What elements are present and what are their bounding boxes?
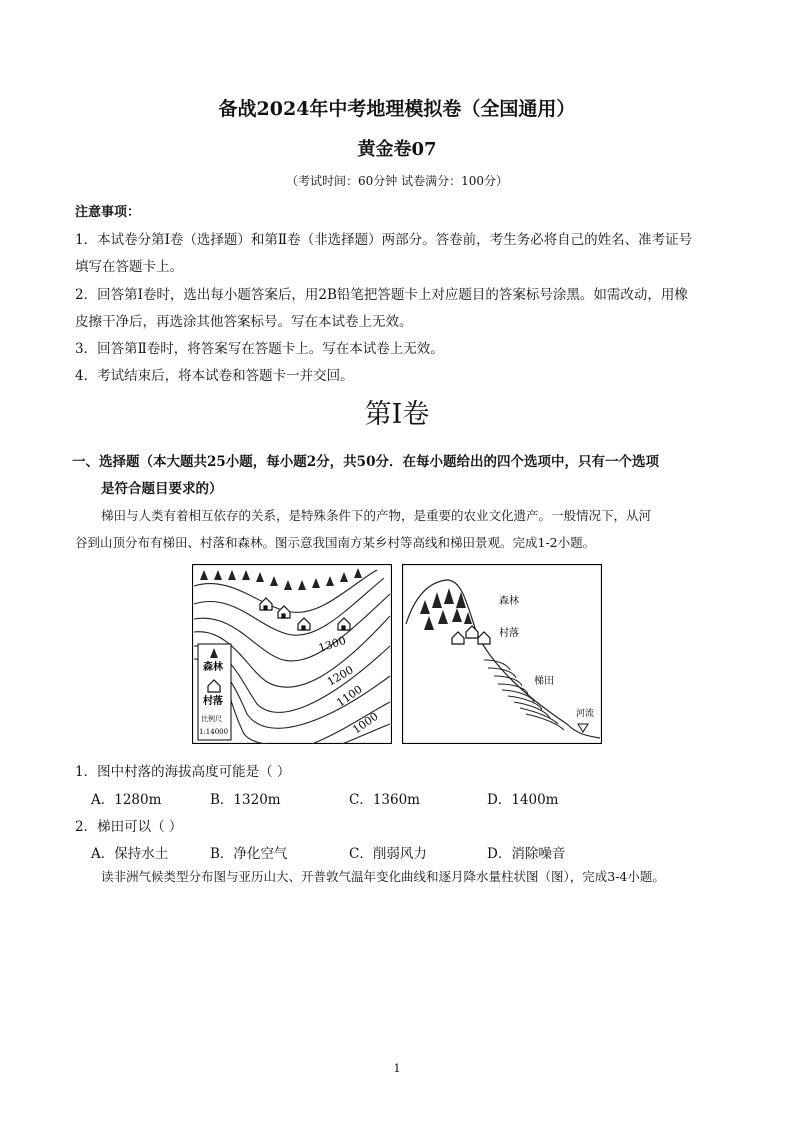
notice-heading: 注意事项：	[75, 205, 141, 220]
contour-label: 1300	[316, 633, 348, 655]
legend-forest-label: 森林	[203, 662, 223, 673]
q2-option-d[interactable]: D．消除噪音	[487, 846, 566, 862]
notice-line: 填写在答题卡上。	[75, 259, 183, 275]
contour-map-figure	[192, 564, 392, 744]
exam-info: （考试时间：60分钟 试卷满分：100分）	[286, 174, 508, 188]
contour-label: 1200	[325, 663, 356, 689]
notice-line: 3．回答第Ⅱ卷时，将答案写在答题卡上。写在本试卷上无效。	[75, 341, 444, 357]
q1-option-d[interactable]: D．1400m	[487, 792, 559, 808]
notice-line: 皮擦干净后，再选涂其他答案标号。写在本试卷上无效。	[75, 314, 413, 330]
notice-line: 1．本试卷分第Ⅰ卷（选择题）和第Ⅱ卷（非选择题）两部分。答卷前，考生务必将自己的姓名、准考证号	[75, 232, 693, 248]
q1-option-b[interactable]: B．1320m	[210, 792, 281, 808]
river-label: 河流	[576, 709, 595, 719]
q2-option-b[interactable]: B．净化空气	[210, 846, 288, 862]
intro-line: 谷到山顶分布有梯田、村落和森林。图示意我国南方某乡村等高线和梯田景观。完成1-2小题。	[75, 535, 596, 550]
intro-line: 梯田与人类有着相互依存的关系，是特殊条件下的产物，是重要的农业文化遗产。一般情况下，从河	[101, 508, 652, 523]
figure-frame	[403, 565, 602, 744]
question-1-stem: 1．图中村落的海拔高度可能是（ ）	[75, 764, 291, 780]
notice-line: 2．回答第Ⅰ卷时，选出每小题答案后，用2B铅笔把答题卡上对应题目的答案标号涂黑。如需改动，用橡	[75, 287, 688, 303]
q2-option-c[interactable]: C．削弱风力	[349, 846, 427, 862]
contour-label: 1000	[350, 709, 381, 737]
q1-option-a[interactable]: A．1280m	[91, 792, 162, 808]
section-heading-cont: 是符合题目要求的）	[101, 481, 223, 497]
terrace-label: 梯田	[534, 676, 554, 687]
exam-title: 备战2024年中考地理模拟卷（全国通用）	[218, 98, 576, 120]
q1-option-c[interactable]: C．1360m	[349, 792, 420, 808]
page-number: 1	[393, 1062, 401, 1075]
section-heading: 一、选择题（本大题共25小题，每小题2分，共50分．在每小题给出的四个选项中，只有一个选项	[72, 454, 659, 470]
legend-scale-value: 1:14000	[199, 728, 229, 736]
q2-option-a[interactable]: A．保持水土	[91, 846, 169, 862]
legend-scale-label: 比例尺	[201, 715, 222, 723]
next-question-intro: 读非洲气候类型分布图与亚历山大、开普敦气温年变化曲线和逐月降水量柱状图（图），完成3-4小题。	[101, 869, 665, 884]
notice-line: 4．考试结束后，将本试卷和答题卡一并交回。	[75, 368, 354, 384]
terrace-landscape-figure	[402, 564, 602, 744]
village-label: 村落	[499, 628, 519, 639]
contour-label: 1100	[334, 682, 365, 710]
volume-title: 第Ⅰ卷	[364, 399, 430, 430]
exam-subtitle: 黄金卷07	[357, 139, 437, 160]
legend-village-label: 村落	[203, 696, 223, 707]
forest-label: 森林	[499, 596, 519, 607]
question-2-stem: 2．梯田可以（ ）	[75, 819, 183, 835]
